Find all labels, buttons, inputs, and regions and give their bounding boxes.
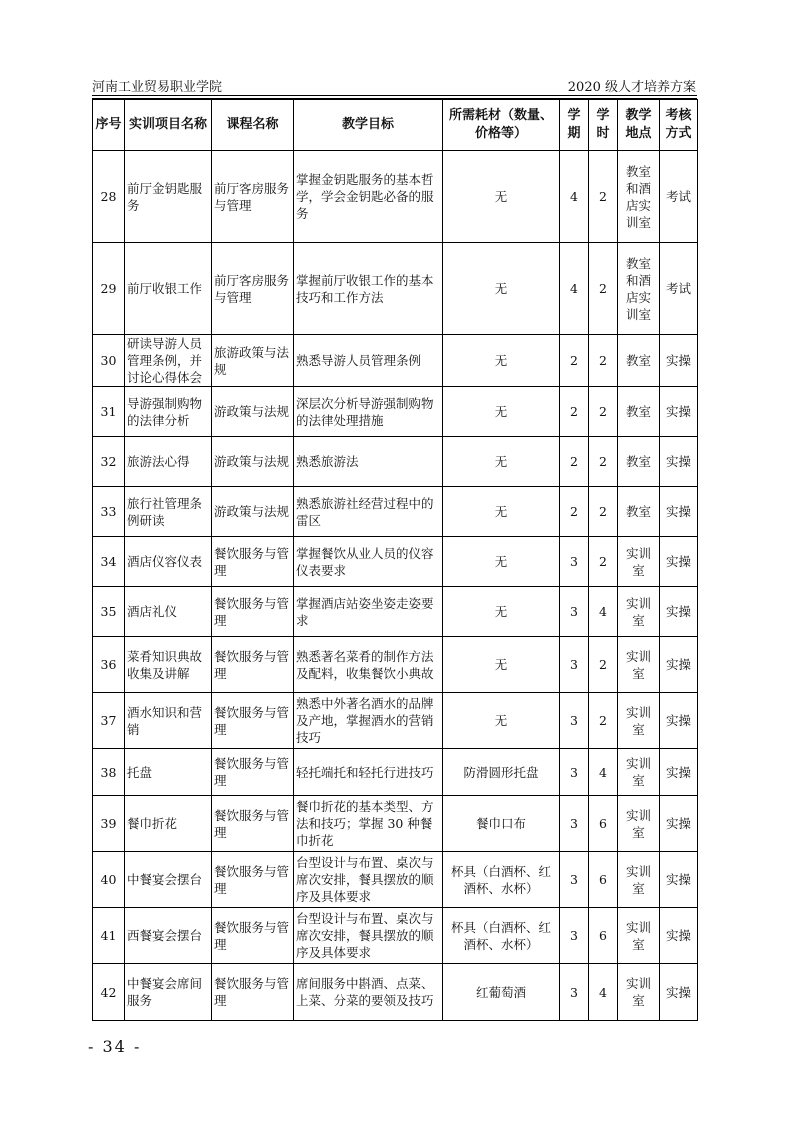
cell-course: 餐饮服务与管理: [212, 693, 294, 749]
cell-goal: 台型设计与布置、桌次与席次安排，餐具摆放的顺序及具体要求: [294, 908, 443, 964]
cell-location: 实训室: [618, 796, 660, 852]
cell-location: 教室: [618, 487, 660, 537]
cell-term: 3: [560, 908, 589, 964]
cell-no: 39: [93, 796, 125, 852]
cell-hours: 2: [589, 637, 618, 693]
header-institution: 河南工业贸易职业学院: [92, 80, 223, 95]
cell-goal: 熟悉导游人员管理条例: [294, 335, 443, 387]
cell-course: 前厅客房服务与管理: [212, 243, 294, 335]
table-row: [93, 749, 698, 796]
cell-hours: 2: [589, 151, 618, 243]
cell-assessment: 实操: [660, 964, 698, 1021]
table-row: [93, 693, 698, 749]
header-rule-top: [92, 95, 697, 96]
cell-location: 实训室: [618, 964, 660, 1021]
cell-goal: 席间服务中斟酒、点菜、上菜、分菜的要领及技巧: [294, 964, 443, 1021]
col-header-no: 序号: [93, 100, 125, 151]
cell-location: 教室: [618, 335, 660, 387]
cell-location: 实训室: [618, 908, 660, 964]
col-header-assessment: 考核方式: [660, 100, 698, 151]
cell-course: 餐饮服务与管理: [212, 749, 294, 796]
table-row: [93, 587, 698, 637]
table-row: [93, 243, 698, 335]
cell-assessment: 实操: [660, 587, 698, 637]
cell-term: 2: [560, 437, 589, 487]
cell-assessment: 实操: [660, 852, 698, 908]
cell-location: 实训室: [618, 852, 660, 908]
cell-materials: 无: [443, 537, 560, 587]
cell-goal: 深层次分析导游强制购物的法律处理措施: [294, 387, 443, 437]
cell-assessment: 考试: [660, 151, 698, 243]
cell-hours: 2: [589, 437, 618, 487]
cell-no: 31: [93, 387, 125, 437]
cell-materials: 无: [443, 487, 560, 537]
cell-no: 41: [93, 908, 125, 964]
cell-no: 28: [93, 151, 125, 243]
cell-hours: 4: [589, 587, 618, 637]
cell-goal: 掌握前厅收银工作的基本技巧和工作方法: [294, 243, 443, 335]
cell-location: 实训室: [618, 537, 660, 587]
cell-term: 3: [560, 796, 589, 852]
cell-goal: 轻托端托和轻托行进技巧: [294, 749, 443, 796]
cell-materials: 无: [443, 335, 560, 387]
cell-goal: 餐巾折花的基本类型、方法和技巧；掌握 30 种餐巾折花: [294, 796, 443, 852]
table-row: [93, 335, 698, 387]
cell-term: 2: [560, 387, 589, 437]
cell-goal: 掌握金钥匙服务的基本哲学，学会金钥匙必备的服务: [294, 151, 443, 243]
cell-hours: 2: [589, 693, 618, 749]
cell-hours: 2: [589, 243, 618, 335]
cell-term: 3: [560, 537, 589, 587]
cell-hours: 2: [589, 335, 618, 387]
cell-location: 教室和酒店实训室: [618, 151, 660, 243]
table-row: [93, 964, 698, 1021]
cell-term: 3: [560, 852, 589, 908]
cell-materials: 无: [443, 243, 560, 335]
cell-course: 前厅客房服务与管理: [212, 151, 294, 243]
header-document-title: 2020 级人才培养方案: [567, 80, 696, 95]
table-row: [93, 852, 698, 908]
cell-materials: 防滑圆形托盘: [443, 749, 560, 796]
cell-course: 餐饮服务与管理: [212, 537, 294, 587]
cell-materials: 无: [443, 387, 560, 437]
cell-goal: 台型设计与布置、桌次与席次安排，餐具摆放的顺序及具体要求: [294, 852, 443, 908]
cell-goal: 熟悉著名菜肴的制作方法及配料，收集餐饮小典故: [294, 637, 443, 693]
cell-location: 教室: [618, 437, 660, 487]
cell-no: 40: [93, 852, 125, 908]
cell-hours: 6: [589, 852, 618, 908]
cell-course: 旅游政策与法规: [212, 335, 294, 387]
cell-goal: 熟悉旅游法: [294, 437, 443, 487]
col-header-materials: 所需耗材（数量、价格等）: [443, 100, 560, 151]
cell-no: 30: [93, 335, 125, 387]
cell-goal: 熟悉旅游社经营过程中的雷区: [294, 487, 443, 537]
table-row: [93, 387, 698, 437]
table-row: [93, 487, 698, 537]
cell-materials: 无: [443, 587, 560, 637]
cell-materials: 无: [443, 437, 560, 487]
cell-assessment: 实操: [660, 749, 698, 796]
training-projects-table: [92, 99, 698, 1021]
table-row: [93, 908, 698, 964]
cell-project: 研读导游人员管理条例，并讨论心得体会: [125, 335, 212, 387]
cell-hours: 2: [589, 537, 618, 587]
cell-materials: 餐巾口布: [443, 796, 560, 852]
cell-location: 实训室: [618, 693, 660, 749]
table-row: [93, 437, 698, 487]
cell-project: 菜肴知识典故收集及讲解: [125, 637, 212, 693]
cell-hours: 4: [589, 749, 618, 796]
cell-project: 酒店礼仪: [125, 587, 212, 637]
cell-assessment: 实操: [660, 537, 698, 587]
cell-no: 34: [93, 537, 125, 587]
col-header-goal: 教学目标: [294, 100, 443, 151]
cell-course: 餐饮服务与管理: [212, 852, 294, 908]
cell-hours: 2: [589, 387, 618, 437]
cell-no: 33: [93, 487, 125, 537]
cell-term: 3: [560, 637, 589, 693]
cell-assessment: 实操: [660, 487, 698, 537]
table-row: [93, 796, 698, 852]
col-header-project: 实训项目名称: [125, 100, 212, 151]
cell-project: 旅行社管理条例研读: [125, 487, 212, 537]
cell-assessment: 实操: [660, 693, 698, 749]
cell-location: 实训室: [618, 587, 660, 637]
cell-course: 餐饮服务与管理: [212, 587, 294, 637]
cell-term: 4: [560, 243, 589, 335]
cell-materials: 无: [443, 637, 560, 693]
cell-hours: 2: [589, 487, 618, 537]
cell-no: 42: [93, 964, 125, 1021]
cell-goal: 掌握餐饮从业人员的仪容仪表要求: [294, 537, 443, 587]
cell-assessment: 实操: [660, 437, 698, 487]
cell-project: 中餐宴会席间服务: [125, 964, 212, 1021]
cell-materials: 红葡萄酒: [443, 964, 560, 1021]
cell-project: 前厅收银工作: [125, 243, 212, 335]
cell-assessment: 实操: [660, 908, 698, 964]
cell-project: 酒水知识和营销: [125, 693, 212, 749]
cell-project: 酒店仪容仪表: [125, 537, 212, 587]
cell-no: 38: [93, 749, 125, 796]
cell-project: 中餐宴会摆台: [125, 852, 212, 908]
cell-project: 西餐宴会摆台: [125, 908, 212, 964]
cell-hours: 4: [589, 964, 618, 1021]
cell-materials: 无: [443, 151, 560, 243]
cell-course: 游政策与法规: [212, 487, 294, 537]
cell-assessment: 实操: [660, 637, 698, 693]
cell-term: 2: [560, 487, 589, 537]
cell-materials: 杯具（白酒杯、红酒杯、水杯）: [443, 908, 560, 964]
cell-term: 3: [560, 964, 589, 1021]
cell-term: 3: [560, 693, 589, 749]
cell-location: 教室: [618, 387, 660, 437]
table-row: [93, 151, 698, 243]
cell-course: 游政策与法规: [212, 387, 294, 437]
cell-materials: 杯具（白酒杯、红酒杯、水杯）: [443, 852, 560, 908]
cell-course: 餐饮服务与管理: [212, 637, 294, 693]
col-header-term: 学期: [560, 100, 589, 151]
cell-project: 旅游法心得: [125, 437, 212, 487]
cell-no: 32: [93, 437, 125, 487]
cell-location: 教室和酒店实训室: [618, 243, 660, 335]
col-header-location: 教学地点: [618, 100, 660, 151]
cell-assessment: 实操: [660, 335, 698, 387]
table-header-row: [93, 100, 698, 151]
cell-goal: 掌握酒店站姿坐姿走姿要求: [294, 587, 443, 637]
cell-project: 导游强制购物的法律分析: [125, 387, 212, 437]
cell-assessment: 实操: [660, 796, 698, 852]
table-row: [93, 637, 698, 693]
cell-location: 实训室: [618, 749, 660, 796]
cell-term: 4: [560, 151, 589, 243]
cell-location: 实训室: [618, 637, 660, 693]
cell-no: 37: [93, 693, 125, 749]
cell-term: 3: [560, 587, 589, 637]
cell-hours: 6: [589, 908, 618, 964]
cell-course: 餐饮服务与管理: [212, 908, 294, 964]
col-header-course: 课程名称: [212, 100, 294, 151]
page-number: - 34 -: [88, 1037, 142, 1056]
cell-no: 29: [93, 243, 125, 335]
cell-course: 餐饮服务与管理: [212, 964, 294, 1021]
cell-project: 托盘: [125, 749, 212, 796]
cell-project: 餐巾折花: [125, 796, 212, 852]
cell-assessment: 实操: [660, 387, 698, 437]
cell-assessment: 考试: [660, 243, 698, 335]
cell-no: 36: [93, 637, 125, 693]
cell-term: 2: [560, 335, 589, 387]
cell-materials: 无: [443, 693, 560, 749]
cell-project: 前厅金钥匙服务: [125, 151, 212, 243]
cell-no: 35: [93, 587, 125, 637]
cell-term: 3: [560, 749, 589, 796]
cell-course: 餐饮服务与管理: [212, 796, 294, 852]
table-row: [93, 537, 698, 587]
cell-hours: 6: [589, 796, 618, 852]
col-header-hours: 学时: [589, 100, 618, 151]
cell-goal: 熟悉中外著名酒水的品牌及产地，掌握酒水的营销技巧: [294, 693, 443, 749]
cell-course: 游政策与法规: [212, 437, 294, 487]
